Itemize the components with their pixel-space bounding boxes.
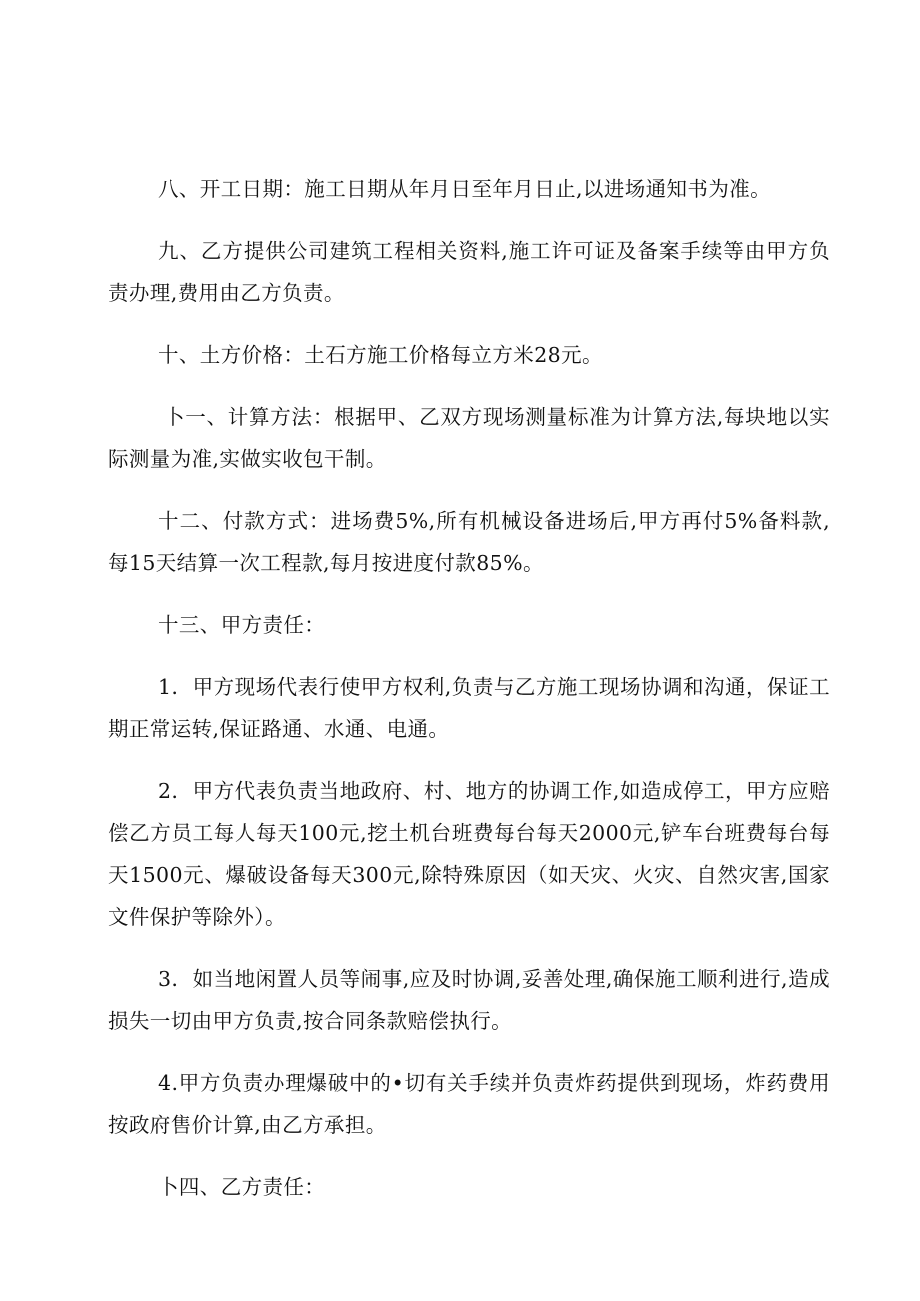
clause-9-documents: 九、乙方提供公司建筑工程相关资料,施工许可证及备案手续等由甲方负责办理,费用由乙方负责。 <box>108 239 830 305</box>
clause-10-price: 十、土方价格：土石方施工价格每立方米28元。 <box>158 343 603 367</box>
clause-13-item-3: 3．如当地闲置人员等闹事,应及时协调,妥善处理,确保施工顺利进行,造成损失一切由甲方负责,按合同条款赔偿执行。 <box>108 967 830 1033</box>
document-body <box>108 168 830 1228</box>
clause-13-heading: 十三、甲方责任： <box>158 613 326 637</box>
clause-13-item-1: 1．甲方现场代表行使甲方权利,负责与乙方施工现场协调和沟通，保证工期正常运转,保证路通、水通、电通。 <box>108 675 830 741</box>
clause-14-heading: 卜四、乙方责任： <box>158 1175 326 1199</box>
clause-13-item-4: 4.甲方负责办理爆破中的•切有关手续并负责炸药提供到现场，炸药费用按政府售价计算,由乙方承担。 <box>108 1071 830 1137</box>
clause-8-start-date: 八、开工日期：施工日期从年月日至年月日止,以进场通知书为准。 <box>158 177 772 201</box>
clause-11-calculation: 卜一、计算方法：根据甲、乙双方现场测量标准为计算方法,每块地以实际测量为准,实做实收包干制。 <box>108 405 830 471</box>
clause-13-item-2: 2．甲方代表负责当地政府、村、地方的协调工作,如造成停工，甲方应赔偿乙方员工每人每天100元,挖土机台班费每台每天2000元,铲车台班费每台每天1500元、爆破设备每天300元,除特殊原因（如天灾、火灾、自然灾害,国家文件保护等除外）。 <box>108 779 830 929</box>
clause-12-payment: 十二、付款方式：进场费5%,所有机械设备进场后,甲方再付5%备料款,每15天结算一次工程款,每月按进度付款85%。 <box>108 509 830 575</box>
